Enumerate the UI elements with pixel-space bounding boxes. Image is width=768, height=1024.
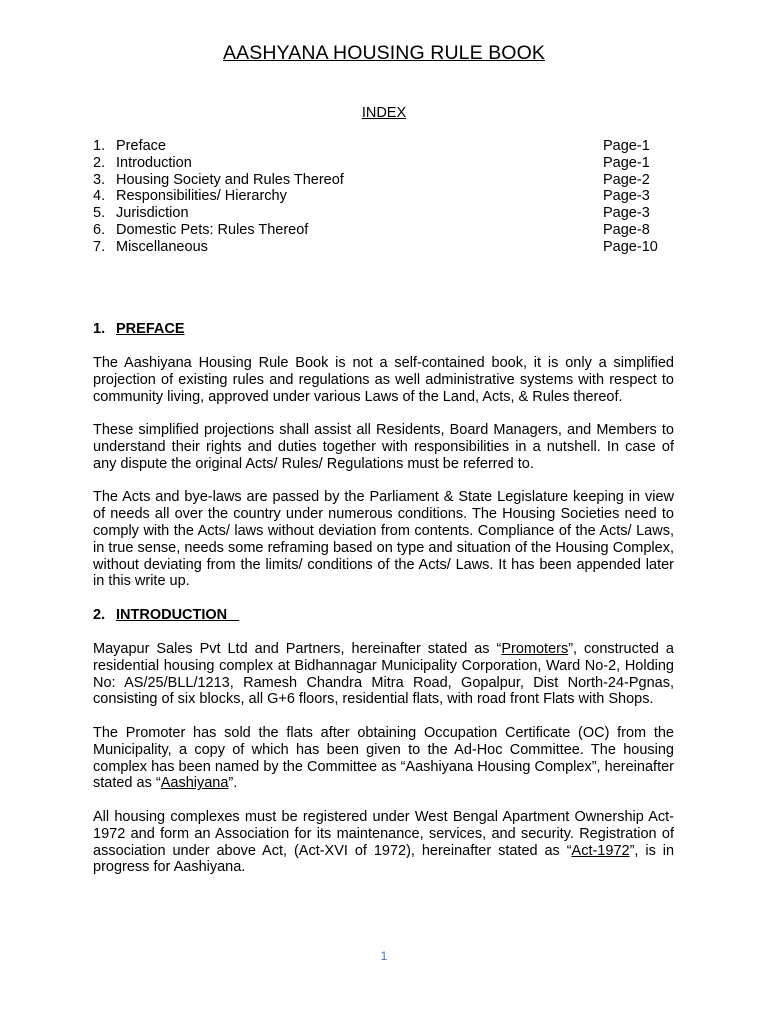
index-item-page: Page-2 [603, 171, 650, 188]
page-number: 1 [380, 949, 388, 963]
index-item-number: 7. [93, 238, 106, 255]
index-item-page: Page-10 [603, 238, 658, 255]
defined-term-act-1972: Act-1972 [571, 842, 630, 859]
preface-paragraph-1: The Aashiyana Housing Rule Book is not a self-contained book, it is only a simplified projection of existing rules and regulations as well administrative systems with respect to community living, approved under various Laws of the Land, Acts, & Rules thereof. [93, 355, 674, 405]
index-item [93, 172, 678, 189]
index-item-number: 6. [93, 221, 106, 238]
section-number: 1. [93, 321, 106, 337]
section-title: PREFACE [116, 321, 185, 337]
index-item-page: Page-3 [603, 205, 650, 222]
index-item [93, 239, 678, 256]
index-item [93, 205, 678, 222]
index-item-label: Introduction [116, 154, 192, 171]
preface-paragraph-3: The Acts and bye-laws are passed by the Parliament & State Legislature keeping in view of needs all over the country under numerous conditions. The Housing Societies need to comply with the Acts/ laws without deviation from contents. Compliance of the Acts/ Laws, in true sense, needs some reframing based on type and situation of the Housing Complex, without deviating from the limits/ conditions of the Acts/ Laws. It has been appended later in this write up. [93, 489, 674, 590]
paragraph-text: All housing complexes must be registered under West Bengal Apartment Ownership Act-1972 and form an Association for its maintenance, services, and security. Registration of association under above Act, (Act-XVI of 1972), hereinafter stated as “ [93, 808, 674, 859]
preface-paragraph-2: These simplified projections shall assist all Residents, Board Managers, and Members to understand their rights and duties together with responsibilities in a nutshell. In case of any dispute the original Acts/ Rules/ Regulations must be referred to. [93, 422, 674, 472]
introduction-paragraph-1 [93, 641, 674, 708]
index-item-label: Miscellaneous [116, 238, 208, 255]
index-item-label: Jurisdiction [116, 205, 189, 222]
paragraph-text: ”, is in progress for Aashiyana. [93, 842, 675, 876]
index-item-label: Domestic Pets: Rules Thereof [116, 221, 309, 238]
section-heading-introduction [93, 607, 674, 624]
section-heading-preface [93, 321, 674, 338]
index-item-number: 5. [93, 205, 106, 222]
section-title: INTRODUCTION [116, 606, 240, 623]
index-heading: INDEX [361, 105, 407, 121]
index-item-label: Preface [116, 138, 166, 154]
index-item-page: Page-8 [603, 221, 650, 238]
index-item-number: 4. [93, 188, 106, 205]
index-item [93, 222, 678, 239]
index-list [93, 138, 678, 256]
introduction-paragraph-2 [93, 725, 674, 792]
index-item-label: Housing Society and Rules Thereof [116, 171, 344, 188]
index-item [93, 155, 678, 172]
document-body [93, 321, 674, 876]
index-item-page: Page-1 [603, 154, 650, 171]
paragraph-text: ”, constructed a residential housing complex at Bidhannagar Municipality Corporation, Ward No-2, Holding No: AS/25/BLL/1213, Ramesh Chandra Mitra Road, Gopalpur, Dist North-24-Pgnas, consisting of six blocks, all G+6 floors, residential flats, with road front Flats with Shops. [93, 640, 674, 708]
index-item [93, 188, 678, 205]
defined-term-aashiyana: Aashiyana [160, 775, 229, 792]
index-item-number: 3. [93, 171, 106, 188]
index-item-number: 1. [93, 138, 106, 154]
paragraph-text: ”. [228, 775, 238, 792]
index-item [93, 138, 678, 155]
document-title: AASHYANA HOUSING RULE BOOK [223, 42, 545, 64]
index-item-number: 2. [93, 154, 106, 171]
index-item-label: Responsibilities/ Hierarchy [116, 188, 287, 205]
introduction-paragraph-3 [93, 809, 674, 876]
index-item-page: Page-3 [603, 188, 650, 205]
index-item-page: Page-1 [603, 138, 650, 154]
section-number: 2. [93, 606, 106, 623]
paragraph-text: Mayapur Sales Pvt Ltd and Partners, hereinafter stated as “ [93, 640, 502, 657]
defined-term-promoters: Promoters [501, 640, 569, 657]
paragraph-text: The Promoter has sold the flats after obtaining Occupation Certificate (OC) from the Municipality, a copy of which has been given to the Ad-Hoc Committee. The housing complex has been named by the Committee as “Aashiyana Housing Complex”, hereinafter stated as “ [93, 724, 674, 792]
